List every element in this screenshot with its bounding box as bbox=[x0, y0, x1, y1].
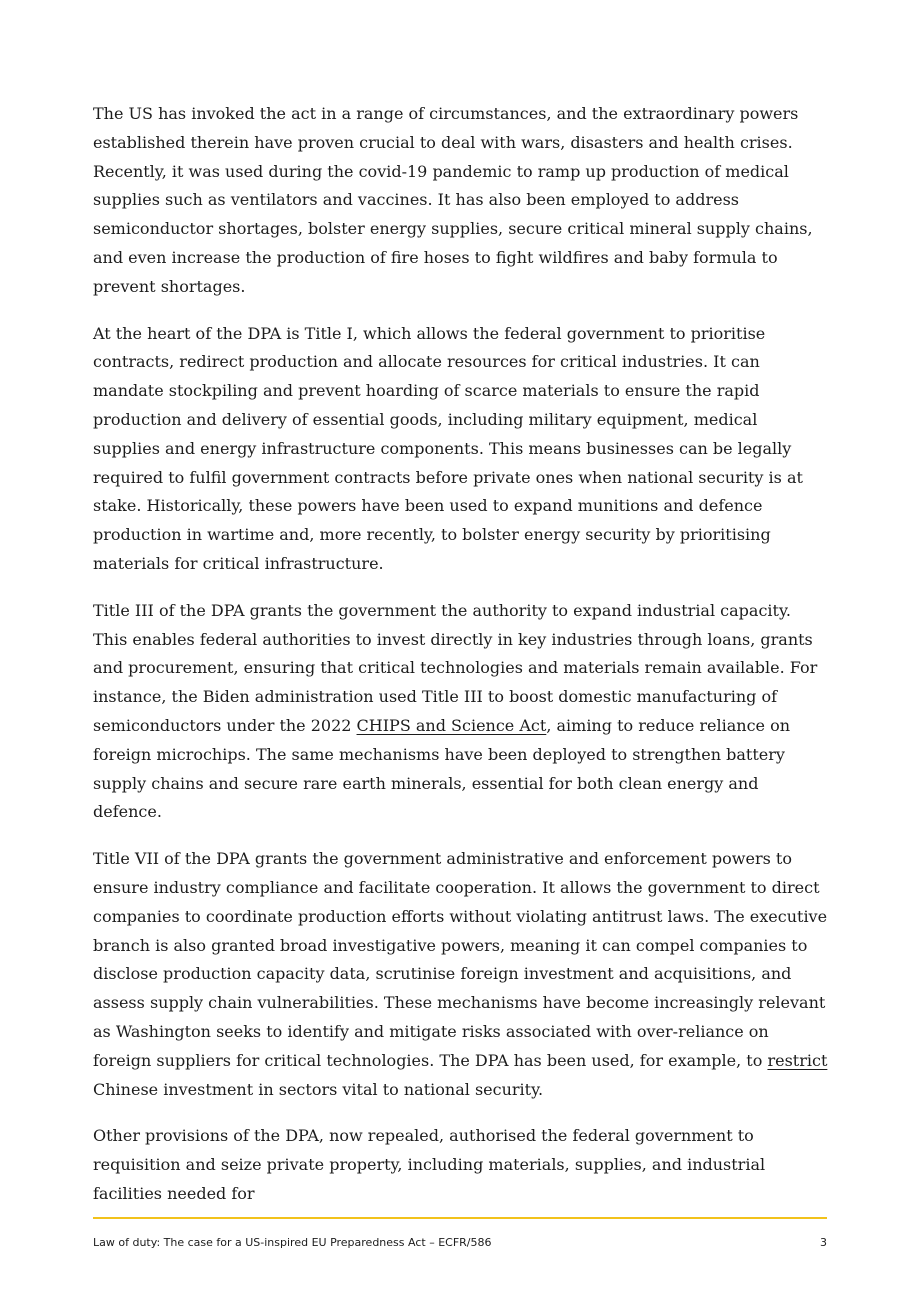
footer-divider bbox=[93, 1217, 827, 1219]
paragraph-title-iii bbox=[93, 597, 828, 827]
paragraph-text: Chinese investment in sectors vital to national security. bbox=[93, 1079, 544, 1099]
paragraph-dpa-invocations: The US has invoked the act in a range of circumstances, and the extraordinary powers established therein have proven crucial to deal with wars, disasters and health crises. Recently, it was used during the covid-19 pandemic to ramp up production of medical supplies such as ventilators and vaccines. It has also been employed to address semiconductor shortages, bolster energy supplies, secure critical mineral supply chains, and even increase the production of fire hoses to fight wildfires and baby formula to prevent shortages. bbox=[93, 104, 813, 296]
paragraph-title-vii bbox=[93, 845, 828, 1104]
restrict-link[interactable]: restrict bbox=[767, 1050, 828, 1070]
document-body bbox=[93, 100, 828, 1227]
paragraph-other-provisions: Other provisions of the DPA, now repealed, authorised the federal government to requisition and seize private property, including materials, supplies, and industrial facilities needed for bbox=[93, 1126, 766, 1203]
page-number: 3 bbox=[820, 1236, 827, 1249]
chips-act-link[interactable]: CHIPS and Science Act bbox=[356, 715, 547, 735]
footer-title: Law of duty: The case for a US-inspired EU Preparedness Act – ECFR/586 bbox=[93, 1236, 492, 1249]
paragraph-text: Title VII of the DPA grants the government administrative and enforcement powers to ensure industry compliance and facilitate cooperation. It allows the government to direct companies to coordinate production efforts without violating antitrust laws. The executive branch is also granted broad investigative powers, meaning it can compel companies to disclose production capacity data, scrutinise foreign investment and acquisitions, and assess supply chain vulnerabilities. These mechanisms have become increasingly relevant as Washington seeks to identify and mitigate risks associated with over-reliance on foreign suppliers for critical technologies. The DPA has been used, for example, to bbox=[93, 849, 828, 1070]
paragraph-text: , aiming to reduce reliance on foreign microchips. The same mechanisms have been deployed to strengthen battery supply chains and secure rare earth minerals, essential for both clean energy and defence. bbox=[93, 715, 791, 822]
paragraph-text: Title III of the DPA grants the government the authority to expand industrial capacity. This enables federal authorities to invest directly in key industries through loans, grants and procurement, ensuring that critical technologies and materials remain available. For instance, the Biden administration used Title III to boost domestic manufacturing of semiconductors under the 2022 bbox=[93, 600, 818, 735]
paragraph-title-i: At the heart of the DPA is Title I, which allows the federal government to prioritise contracts, redirect production and allocate resources for critical industries. It can mandate stockpiling and prevent hoarding of scarce materials to ensure the rapid production and delivery of essential goods, including military equipment, medical supplies and energy infrastructure components. This means businesses can be legally required to fulfil government contracts before private ones when national security is at stake. Historically, these powers have been used to expand munitions and defence production in wartime and, more recently, to bolster energy security by prioritising materials for critical infrastructure. bbox=[93, 323, 803, 573]
